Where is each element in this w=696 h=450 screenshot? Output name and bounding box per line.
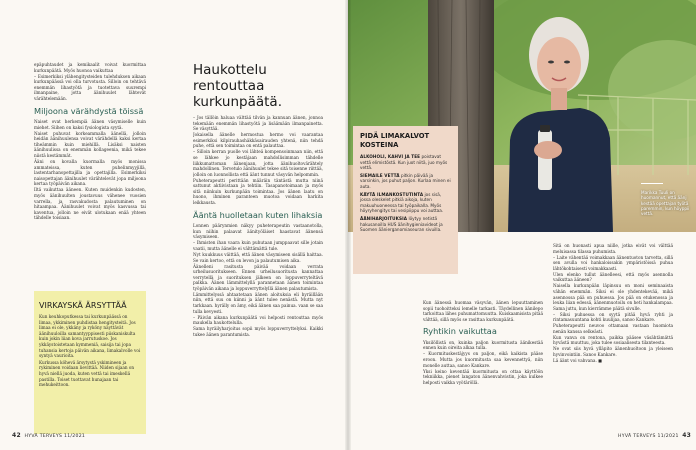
paragraph: Nyt kuukkuus väittää, että äänen väsymiseen sisällä haittaa. Se vain kertoo, että on levon ja palautumisen aika. (193, 251, 323, 263)
tip-text: pitkin päivää ja varsinkin, jos puhut paljon. Kurlaa minen ei auta. (360, 172, 451, 189)
paragraph: Yksilöllistä on, kuinka paljon kuormitusta äänikestää ennen kuin oireita alkaa tulla. (423, 339, 543, 351)
tip-lead: ÄÄNIHARJOITUKSIA (360, 215, 408, 221)
paragraph: Kun vanva on rentona, paikka pääsee väsähtämättä hyvästä muuttuu, joka tulee sosiaalisesta tilanteesta. (553, 334, 673, 346)
section-heading: Miljoona värähdystä töissä (34, 105, 144, 116)
closing-text: Lä äänt voi vahvana. (553, 358, 597, 363)
tip-item (360, 154, 451, 171)
tip-lead: SIEMAILE VETTÄ (360, 172, 400, 178)
paragraph: Iltä vaikuttaa ääneen. Kuten muidenkin kudosten, myös äänihuulten joustavuus vähenee vuosien varrella, ja rasvakudosta palautuminen on hitaampaa. Äänihuulet voivat myös kasvussa tai kaventua, jolloin ne eivät ulotukaan enää yhteen tähdelle toisiaan. (34, 187, 146, 221)
right-page (348, 0, 696, 450)
paragraph: Kun äänessä huomaa väsyvän, äänen lepuuttaminen sopii tuohoitteksi lemelle tarkasti. Täydellinen äänilepo tarkoittaa lähes puhumattomuutta. Kuiskaamisista pitää välttää, sillä myös se rasittaa kurkunpäätä. (423, 300, 543, 322)
paragraph: epäpuhtaudet ja kemikaalit voivat kuormittaa kurkunpäätä. Myös huonoa vaikuttaa (34, 62, 146, 73)
paragraph: – Esimerkiksi ylähengitysteiden tulehduksen aikaan kurkunpäässä voi olla turvotusta. Silloin on tehtävä enemmän lihastyötä ja tuotettava suurempi ilmanpaine, jotta äänihuulet lähtevät värähtelemään. (34, 73, 146, 101)
right-column-1 (423, 300, 543, 428)
paragraph: – Kuormituskestäjyys on paljon, eikä kaikista pääse eroon. Mutta jos kuormitusta saa kevennettyä, niin monelle auttaa, sanoo Kankare. (423, 351, 543, 368)
paragraph: – Ihmisten ihan vaara kuin puhutaan jumppaavat sille jotain vaatii, mutta äänelle ei välttämättä tule. (193, 240, 323, 251)
section-heading: Ryhtikin vaikuttaa (423, 326, 497, 337)
tip-item (360, 173, 451, 190)
tip-item (360, 192, 451, 214)
paragraph: Ulen elenko tullut äänelleesi, että myös asennolla vaikuttaa ääneen? (553, 271, 673, 283)
paragraph: – Päivän aikana kurkunpäätä voi helposti rentouttaa myös maukella haukottelulla. (193, 314, 323, 326)
paragraph: Naisella kurkunpään läpinsuu on moni seminaaista vähän enemmän. Siksi ei ole yhdentekevää, mikä asennossa pää on puhuessa. Jos pää on etukenossa ja leuka liian edessä, äänenmuotoilu on heti hankalampaa. Sama juttu, kun kierrämme päätä sivulle. (553, 283, 673, 311)
paragraph: – Silloin kerran puolle voi lähteä kompensoinmaan niin, että se lähkee jo kestäjaan mahdollisimman tähdelle liikkumattoman äänenjaan, jotta äänihuoltovärähtely mahdollinen. Tervetulo äänihuulet tekee sitä toisenne riittää, jolloin on luonnollista että äänt tunnut väsyvän helpommin. (193, 149, 323, 177)
paragraph: Äänelleni rasitusta päivää voidaan verrata urheilusuoritukseen. Ennen urheilusuoritusta kannattaa verrytellä ja suorituksen jälkeen on loppuverryteltävä palkka. Äänen lämmittelyllä parannetaan äänen toimintaa työpäivän aikana ja loppuverryttelyllä äänen palautumista. (193, 263, 323, 291)
page-folio (12, 432, 85, 439)
section-heading: Ääntä huolletaan kuten lihaksia (193, 209, 323, 220)
tip-text: löytyy netistä hakusanoilla HUS äänihygieniavideot ja Suomen äänierganomiaseuran sivuilla. (360, 215, 443, 233)
paragraph: Yksi keino keventää kuormitusta on ottaa käyttöön tekniikka, pienet langaton äänenvahvistin, joka kulkee helposti vaikka vyötäröllä. (423, 368, 543, 385)
box-title: PIDÄ LIMAKALVOT KOSTEINA (360, 132, 430, 149)
left-column-2 (193, 115, 323, 433)
paragraph: Kurkussa köhevä ärsytystä yskimineen ja rykiminen voidaan lievittää. Niiden sijaan on hyvä niellä juoda, kuten vettä tai imeskellä pastilla. Toiset tuottavat hunajaan tai mehukeittoon. (39, 359, 135, 388)
tip-lead: KÄYTÄ ILMANKOSTUTINTA (360, 191, 424, 197)
right-column-2 (553, 243, 673, 428)
tip-lead: ALKOHOLI, KAHVI JA TEE (360, 154, 421, 159)
paragraph: Naiset ovat herkempiä äänen väsymiselle kuin miehet. Siihen on kaksi fysiologista syytä. (34, 119, 146, 130)
paragraph: – Siksi puhuessa on syytä pitää hyvä ryhti ja rintamasuuntana kohti kuulijaa, sanoo Kankare. (553, 311, 673, 323)
paragraph: – Jos tällöin haluaa välttää tilvän ja kannuan äänen, jonnoa tekemään enemmän lihastyötä ja lisäämään ilmanpainetta. Se väsyttää. (193, 115, 323, 132)
paragraph: Lämmittelyssä ahtaatetaan äänen aloituksia eli hyräillään niin, että suu on kiinni ja äänt tulee nenästä. Mutta nyt tarkkaan. hyrälly on ämy, eikä äänen saa painua. vaan se saa tulla kevyesti. (193, 291, 323, 314)
end-mark-icon: ■ (598, 358, 602, 363)
box-title: VIRKAYSKÄ ÄRSYTTÄÄ (39, 301, 127, 310)
paragraph: Jokaisella äänelle hermostua hermo voi vaarantaa esimerkiksi kilpirauhashäkkäsairauden yhtenä, niin tehdä puhe, että sen toimintaa on entä palauttaa. (193, 132, 323, 149)
paragraph: Sitä on huonasti apua niille, jotka eivät voi välttää meluisassa tilassa puhumista. (553, 243, 673, 254)
paragraph: Sama hyräilyharjoitus sopii myös loppuverryttelyksi. Kaikki tukee äänen parantumista. (193, 326, 323, 337)
pull-quote: Haukottelu rentouttaa kurkunpäätä. (193, 62, 282, 110)
caption-rule (641, 183, 663, 184)
page-folio (618, 432, 691, 439)
paragraph: Kun keuhkoputkessa tai kurkunpäässä on limaa, ykkiminen puhdistaa hengitysteitä. Jos limaa ei ole, ykkäny ja ryköny näyttävät äänihuuloilla samantyyppisesti piiskaniskulta kuin jokin liian kova jarrutuskoe. Jos ykkäystoistetaan kymmeniä, saisija tai jopa tuhansia kertoja päivän aikana, limakalvolle voi syntyä vaurioita. (39, 314, 141, 359)
photo-caption: Marikka Tuuli on huomannut, että äänj kestää opettajan työtä paremmin, kun höyppii vettä. (641, 190, 690, 217)
page-number: 43 (682, 432, 692, 439)
tip-item (360, 216, 451, 233)
tips-box (353, 126, 458, 274)
page-number: 42 (12, 432, 21, 439)
paragraph: Puheterapeutti neuvoo ottamaan vastaan huomiota nenän kanssa selkeästi. (553, 323, 673, 334)
magazine-name: HYVÄ TERVEYS 11/2021 (618, 434, 679, 439)
paragraph: Lonnen päärynmien näkyy puheterapeutin vastaanotolla, kun niihin palaavat äänityöläiset haastavat äänensä väsymiseen. (193, 223, 323, 240)
paragraph: Naiset puhuvat korkeammalla äänellä, jolloin heidän äänihuulensa voivat värähdellä kaksi kertaa tiheämmin kuin miehillä. Lisäksi naisten äänihuulissa on enemmän kollageenia, mikä tekee niistä kestämmät. (34, 130, 146, 158)
cough-info-box (34, 291, 146, 434)
magazine-name: HYVÄ TERVEYS 11/2021 (24, 434, 86, 439)
tip-text: poistavat vettä elimistöstä. Kun juot niitä, juo myös vettä. (360, 154, 448, 171)
spine-shadow (345, 0, 351, 450)
paragraph: Ääni on kovalla kuormalla myös monissa ammateissa, kuten puhelinmyyjillä, lastentarhanopettajilla ja opettajilla. Esimerkiksi naisopettajan äänihuulet värähtelevät jopa miljoona kertaa työpäivän aikana. (34, 158, 146, 187)
paragraph (553, 358, 673, 364)
tip-text: jos sisä, jossa oleskelet pitkiä aikoja, kuten makuuhuoneessa tai työpaikalla. Myös höyryhengitys tai vesipiippu voi auttaa. (360, 191, 444, 214)
paragraph: – Laite vähentää voimakkaan äänentuoton tarvetta, sillä sen avulla voi hankaloissakin ympäristöissä puhua lähtökohtaisesti voimakkaasti. (553, 254, 673, 271)
paragraph: Ne ovat siis hyvä ylläpito äänenhuoltoon ja yleiseen hyvinvointiin. Sanoo Kankare. (553, 346, 673, 358)
paragraph: Puheterapeutti perittään määräin täntästä mutta niinä sattunut aktiivistaan ja tehtiin. Tasapanotoimaan ja myös sitä niinkuin kurkunpään toimintaa. Jos äänen laatu on huono, ihminen paranteen muotoa voidaan harkita leikkausta. (193, 177, 323, 206)
left-column-1 (34, 62, 146, 287)
